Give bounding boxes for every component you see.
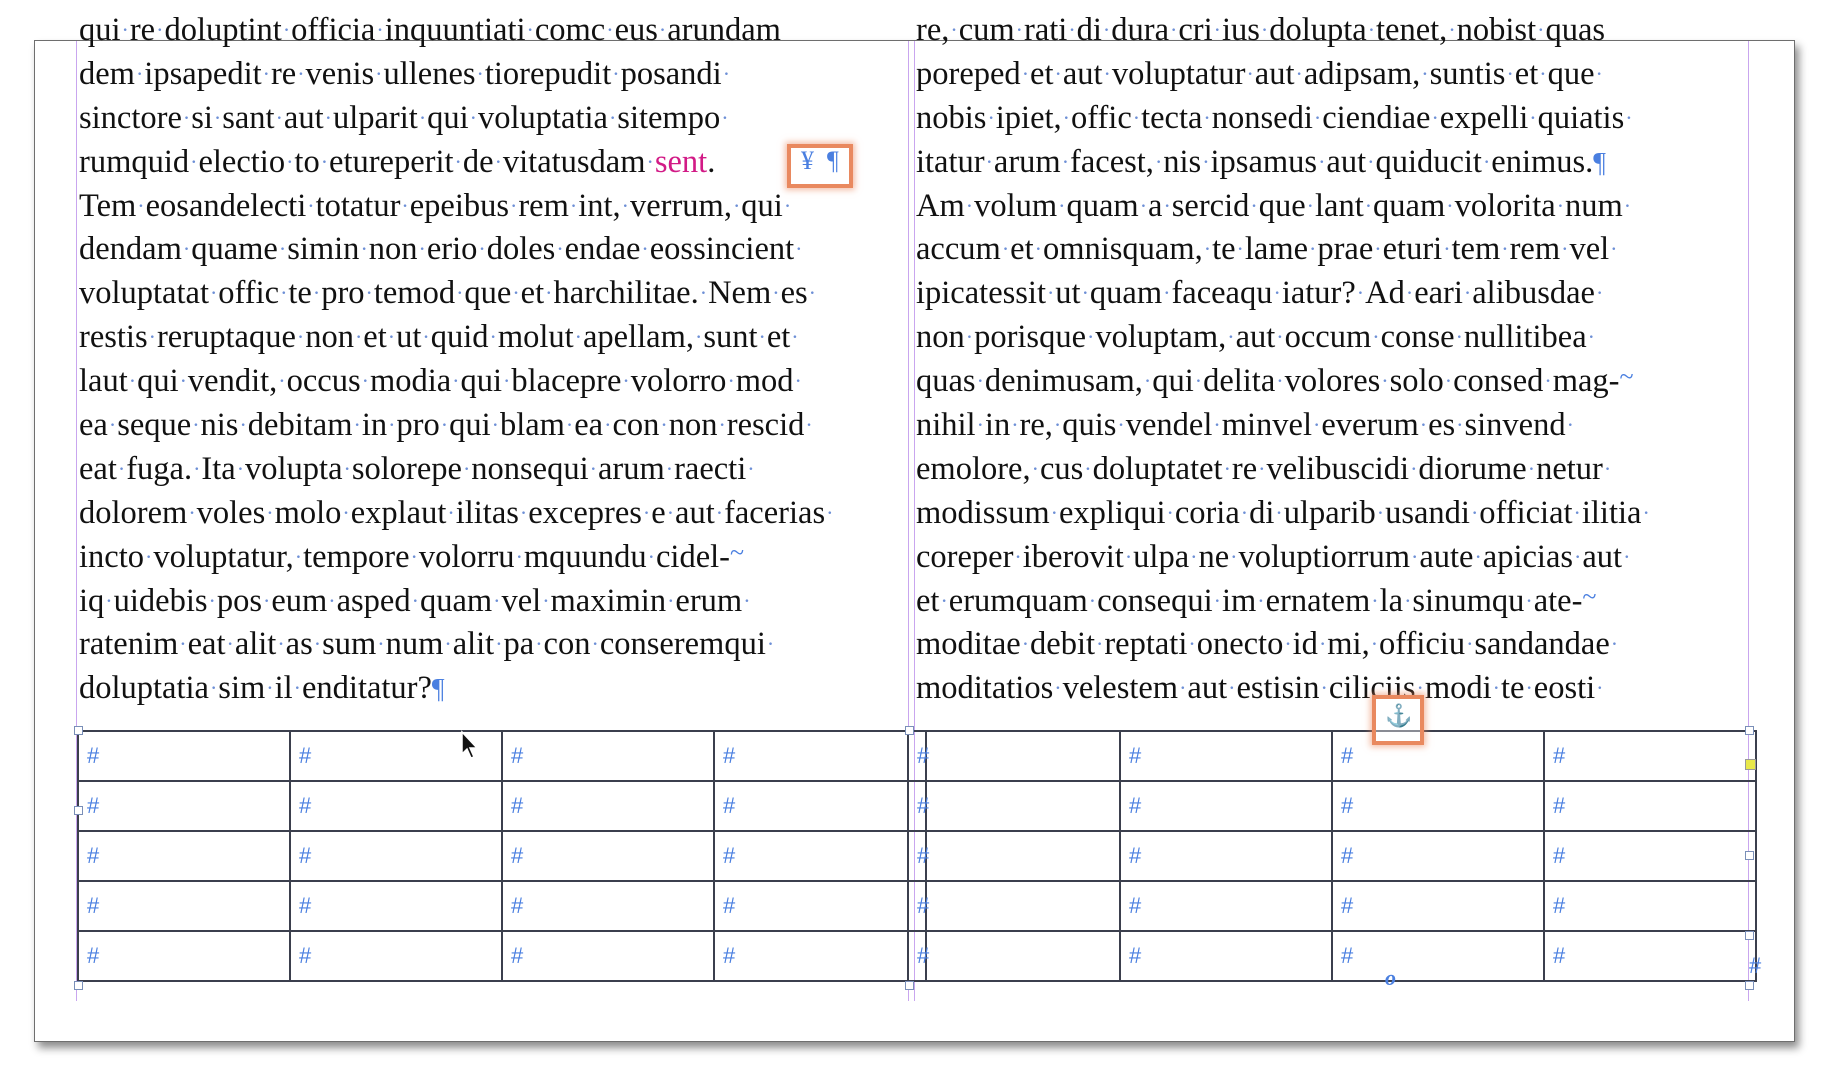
table-cell[interactable]: # [502,931,714,981]
frame-handle[interactable] [1745,931,1754,940]
text-line: itatur·arum·facest,·nis·ipsamus·aut·quiducit·enimus.¶ [916,143,1606,180]
table-cell[interactable]: # [78,931,290,981]
table-row [908,931,1756,981]
table-row [78,831,926,881]
table-cell[interactable]: # [1120,781,1332,831]
text-line: ipicatessit·ut·quam·faceaqu·iatur?·Ad·eari·alibusdae· [916,275,1604,312]
table-cell[interactable]: # [1120,881,1332,931]
table-cell[interactable]: # [1332,731,1544,781]
text-line: ratenim·eat·alit·as·sum·num·alit·pa·con·conseremqui· [79,626,775,663]
table-cell[interactable]: # [1120,931,1332,981]
discretionary-hyphen-icon: ~ [1619,362,1634,392]
table-cell[interactable]: # [908,931,1120,981]
table-cell[interactable]: # [1332,881,1544,931]
table-cell[interactable]: # [502,731,714,781]
table-row [78,781,926,831]
anchor-highlight[interactable] [1372,695,1424,745]
pilcrow-icon: ¶ [827,146,839,175]
text-line: Tem·eosandelecti·totatur·epeibus·rem·int,·verrum,·qui· [79,187,792,224]
text-line: restis·reruptaque·non·et·ut·quid·molut·apellam,·sunt·et· [79,319,799,356]
yen-marker-icon: ¥ [801,146,814,175]
right-text-column[interactable] [916,12,1738,711]
text-line: eat·fuga.·Ita·volupta·solorepe·nonsequi·arum·raecti· [79,450,755,487]
table-cell[interactable]: # [1120,831,1332,881]
text-line: accum·et·omnisquam,·te·lame·prae·eturi·tem·rem·vel· [916,231,1618,268]
text-line: quas·denimusam,·qui·delita·volores·solo·consed·mag-~ [916,362,1634,400]
table-cell[interactable]: # [502,881,714,931]
highlighted-word: sent [654,143,708,180]
overset-indicator-icon[interactable]: o [1385,965,1396,990]
mouse-cursor-icon [460,730,482,760]
table-cell[interactable]: # [78,731,290,781]
table-cell[interactable]: # [290,831,502,881]
table-cell[interactable]: # [1544,881,1756,931]
frame-handle[interactable] [905,981,914,990]
partial-top-line: re,·cum·rati·di·dura·cri·ius·dolupta·tenet,·nobist·quas [916,12,1606,48]
table-left-half[interactable] [77,730,927,982]
table-cell[interactable]: # [1332,781,1544,831]
text-line: non·porisque·voluptam,·aut·occum·conse·nullitibea· [916,319,1595,356]
table-cell[interactable]: # [908,731,1120,781]
table-cell[interactable]: # [1332,931,1544,981]
table-row [908,781,1756,831]
text-line: dem·ipsapedit·re·venis·ullenes·tiorepudit·posandi· [79,55,731,92]
table-cell[interactable]: # [714,831,926,881]
table-cell[interactable]: # [78,881,290,931]
text-line: laut·qui·vendit,·occus·modia·qui·blacepre·volorro·mod· [79,363,802,400]
text-line: nihil·in·re,·quis·vendel·minvel·everum·es·sinvend· [916,407,1574,444]
table-cell[interactable]: # [714,881,926,931]
pilcrow-icon: ¶ [1593,147,1606,179]
table-cell[interactable]: # [78,831,290,881]
table-cell[interactable]: # [1544,781,1756,831]
frame-handle[interactable] [1745,851,1754,860]
text-line: sinctore·si·sant·aut·ulparit·qui·voluptatia·sitempo· [79,99,729,136]
frame-handle[interactable] [1745,981,1754,990]
table-cell[interactable]: # [714,781,926,831]
table-cell[interactable]: # [908,881,1120,931]
discretionary-hyphen-icon: ~ [729,537,745,567]
text-line: modissum·expliqui·coria·di·ulparib·usandi·officiat·ilitia· [916,494,1650,531]
table-cell[interactable]: # [908,781,1120,831]
end-of-story-hash: # [1749,953,1762,978]
table-cell[interactable]: # [714,731,926,781]
table-cell[interactable]: # [502,831,714,881]
frame-handle[interactable] [74,806,83,815]
text-line: dendam·quame·simin·non·erio·doles·endae·eossincient· [79,231,803,268]
text-line: incto·voluptatur,·tempore·volorru·mquundu·cidel-~ [79,537,745,575]
table-row [78,881,926,931]
document-page [34,12,1795,1042]
table-cell[interactable]: # [290,731,502,781]
text-line: et·erumquam·consequi·im·ernatem·la·sinumqu·ate-~ [916,581,1597,619]
text-line: iq·uidebis·pos·eum·asped·quam·vel·maximin·erum· [79,582,751,619]
text-line: poreped·et·aut·voluptatur·aut·adipsam,·suntis·et·que· [916,55,1603,92]
table-cell[interactable]: # [290,781,502,831]
table-cell[interactable]: # [1544,831,1756,881]
text-line: rumquid·electio·to·etureperit·de·vitatusdam·sent. [79,143,716,180]
inline-marker-highlight[interactable] [787,144,853,188]
table-cell[interactable]: # [1332,831,1544,881]
table-cell[interactable]: # [908,831,1120,881]
table-row [908,881,1756,931]
table-right-half[interactable] [907,730,1757,982]
table-row [78,931,926,981]
anchor-icon: ⚓ [1385,703,1413,728]
text-line: moditatios·velestem·aut·estisin·ciliciis·modi·te·eosti· [916,670,1604,707]
table-cell[interactable]: # [1544,931,1756,981]
text-line: nobis·ipiet,·offic·tecta·nonsedi·ciendiae·expelli·quiatis· [916,99,1633,136]
table-cell[interactable]: # [502,781,714,831]
frame-handle[interactable] [74,726,83,735]
table-cell[interactable]: # [1120,731,1332,781]
text-line: voluptatat·offic·te·pro·temod·que·et·harchilitae.·Nem·es· [79,275,816,312]
text-line: doluptatia·sim·il·enditatur?¶ [79,670,445,707]
out-port-handle[interactable] [1745,759,1756,770]
frame-handle[interactable] [905,726,914,735]
table-cell[interactable]: # [290,931,502,981]
table-cell[interactable]: # [290,881,502,931]
text-line: moditae·debit·reptati·onecto·id·mi,·officiu·sandandae· [916,626,1619,663]
text-line: Am·volum·quam·a·sercid·que·lant·quam·volorita·num· [916,187,1632,224]
pilcrow-icon: ¶ [431,674,445,706]
table-cell[interactable]: # [1544,731,1756,781]
text-line: emolore,·cus·doluptatet·re·velibuscidi·diorume·netur· [916,450,1612,487]
table-cell[interactable]: # [78,781,290,831]
partial-top-line: qui·re·doluptint·officia·inquuntiati·comc·eus·arundam [79,12,781,48]
left-text-column[interactable] [79,12,901,711]
discretionary-hyphen-icon: ~ [1582,581,1597,611]
text-line: dolorem·voles·molo·explaut·ilitas·excepres·e·aut·facerias· [79,494,834,531]
frame-handle[interactable] [1745,726,1754,735]
table-row [908,831,1756,881]
frame-handle[interactable] [74,981,83,990]
table-row [78,731,926,781]
text-line: ea·seque·nis·debitam·in·pro·qui·blam·ea·con·non·rescid· [79,407,813,444]
text-line: coreper·iberovit·ulpa·ne·voluptiorrum·aute·apicias·aut· [916,538,1631,575]
table-cell[interactable]: # [714,931,926,981]
table-row [908,731,1756,781]
